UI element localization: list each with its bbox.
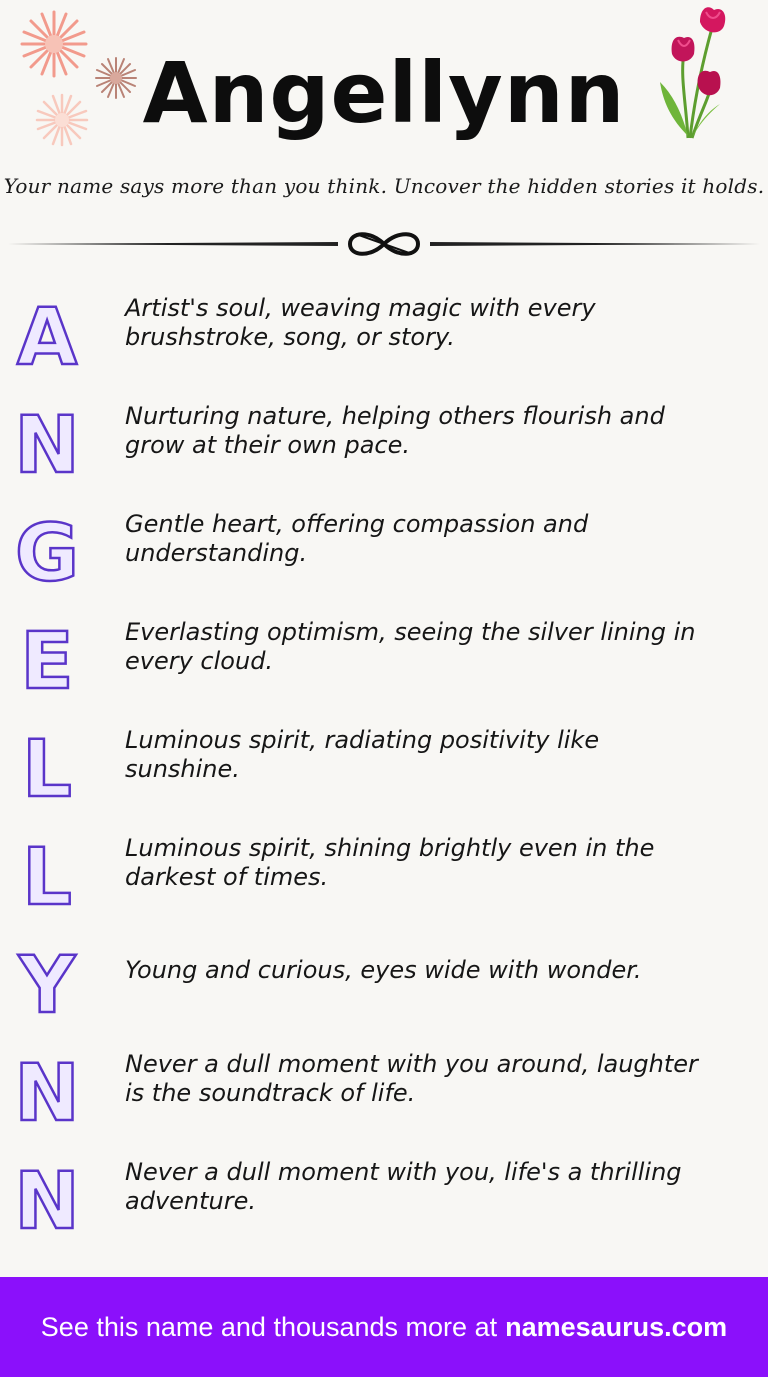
list-item (0, 396, 768, 486)
letter-description: Young and curious, eyes wide with wonder. (125, 956, 642, 984)
letter-description: Artist's soul, weaving magic with every brushstroke, song, or story. (125, 294, 596, 351)
list-item (0, 1044, 768, 1134)
list-item (0, 720, 768, 810)
letter-glyph: N (14, 402, 80, 480)
letter-glyph: L (22, 726, 72, 804)
footer-site-link[interactable]: namesaurus.com (505, 1311, 728, 1342)
letter-e-icon (14, 618, 80, 696)
footer-banner[interactable] (0, 1277, 768, 1377)
footer-text: See this name and thousands more at (40, 1311, 498, 1342)
letter-glyph: N (14, 1158, 80, 1236)
letter-n-icon (14, 402, 80, 480)
infinity-ornament-icon (0, 226, 768, 262)
tagline: Your name says more than you think. Uncover the hidden stories it holds. (3, 174, 765, 198)
list-item (0, 1152, 768, 1242)
letter-y-icon (14, 942, 80, 1020)
letter-glyph: E (20, 618, 74, 696)
letter-n-icon (14, 1050, 80, 1128)
letter-glyph: G (14, 510, 80, 588)
letter-a-icon (14, 294, 80, 372)
letter-glyph: L (22, 834, 72, 912)
letter-l-icon (14, 726, 80, 804)
letter-glyph: N (14, 1050, 80, 1128)
letter-g-icon (14, 510, 80, 588)
list-item (0, 612, 768, 702)
letter-glyph: Y (18, 942, 76, 1020)
letter-n-icon (14, 1158, 80, 1236)
list-item (0, 936, 768, 1026)
tulip-bouquet-icon (650, 4, 732, 140)
letter-description: Everlasting optimism, seeing the silver lining in every cloud. (125, 618, 696, 675)
letter-description: Nurturing nature, helping others flourish and grow at their own pace. (125, 402, 665, 459)
letter-description: Luminous spirit, radiating positivity like sunshine. (125, 726, 600, 783)
list-item (0, 504, 768, 594)
letter-description: Gentle heart, offering compassion and understanding. (125, 510, 589, 567)
header (0, 0, 768, 170)
letter-description: Never a dull moment with you, life's a thrilling adventure. (125, 1158, 682, 1215)
list-item (0, 288, 768, 378)
letter-description: Luminous spirit, shining brightly even in the darkest of times. (125, 834, 655, 891)
letter-description: Never a dull moment with you around, laughter is the soundtrack of life. (125, 1050, 698, 1107)
letter-glyph: A (16, 294, 78, 372)
letter-l-icon (14, 834, 80, 912)
list-item (0, 828, 768, 918)
page-title: Angellynn (142, 44, 626, 142)
